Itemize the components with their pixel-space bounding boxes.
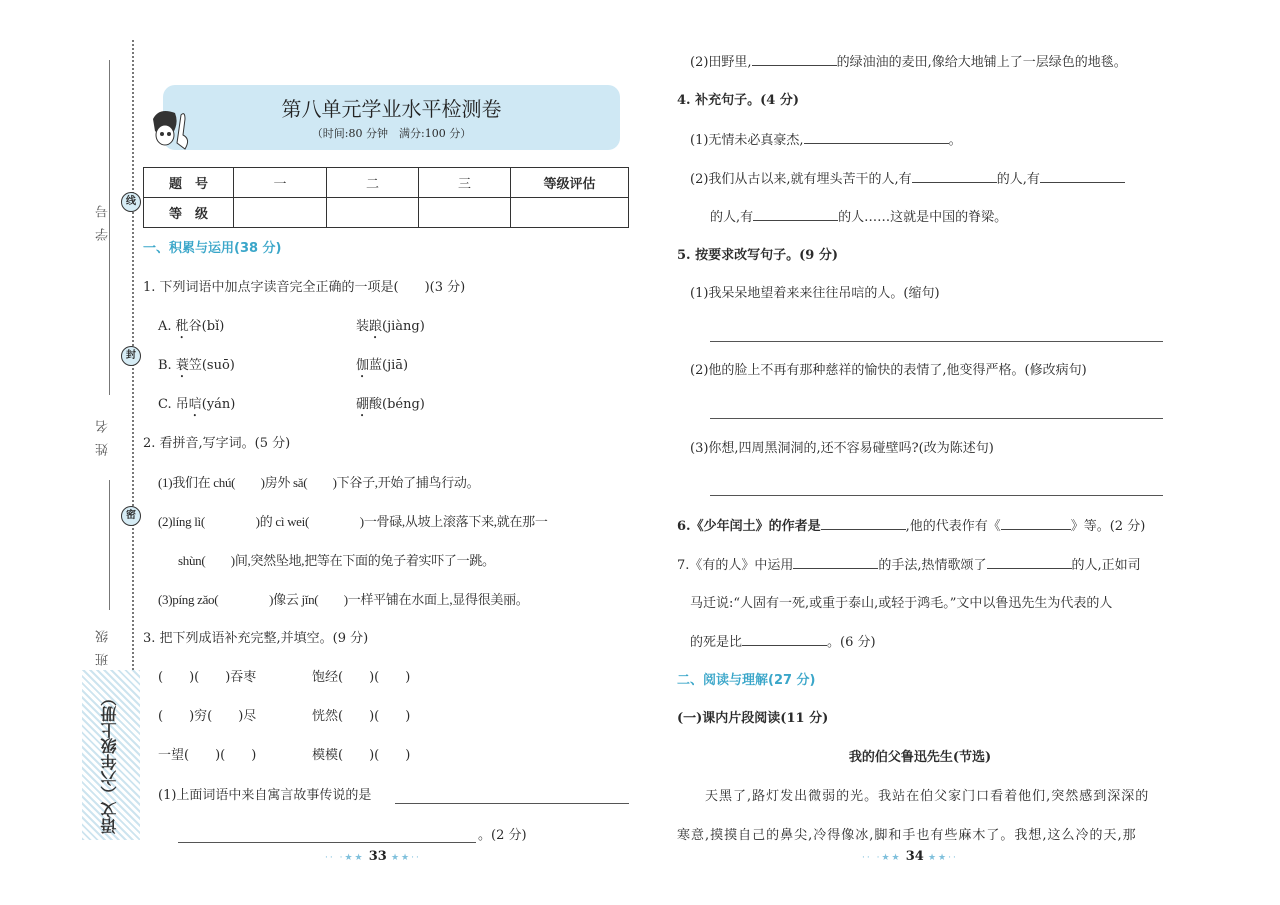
- q7-line-1: 7.《有的人》中运用 的手法,热情歌颂了 的人,正如司: [677, 555, 1141, 575]
- name-rule: [109, 250, 110, 395]
- q1-option-a2: 装踉(jiàng): [356, 319, 425, 334]
- header-cell: 二: [327, 168, 419, 198]
- blank[interactable]: [821, 516, 906, 530]
- section-2-heading: 二、阅读与理解(27 分): [677, 673, 816, 688]
- blank[interactable]: [1040, 169, 1125, 183]
- q7-line-3: 的死是比 。(6 分): [690, 632, 876, 652]
- grade-cell[interactable]: [234, 198, 327, 228]
- part-1-heading: (一)课内片段阅读(11 分): [677, 711, 829, 726]
- idiom-5: 一望( )( ): [158, 748, 257, 763]
- q6: 6.《少年闰土》的作者是 ,他的代表作有《 》等。(2 分): [677, 516, 1145, 536]
- answer-line[interactable]: [395, 803, 629, 804]
- answer-line[interactable]: [710, 341, 1163, 342]
- q3-sub-1: (1)上面词语中来自寓言故事传说的是: [158, 788, 372, 803]
- q1-option-b2: 伽蓝(jiā): [356, 358, 409, 373]
- q4-sub-2-cont: 的人,有 的人……这就是中国的脊梁。: [710, 207, 1007, 227]
- q5-stem: 5. 按要求改写句子。(9 分): [677, 248, 838, 263]
- blank[interactable]: [742, 632, 827, 646]
- seal-mi: 密: [121, 506, 141, 526]
- header-cell: 三: [419, 168, 511, 198]
- header-cell: 一: [234, 168, 327, 198]
- blank[interactable]: [987, 555, 1072, 569]
- mascot-icon: [145, 105, 195, 155]
- blank[interactable]: [1001, 516, 1071, 530]
- idiom-2: 饱经( )( ): [312, 670, 411, 685]
- seal-line: 线: [121, 192, 141, 212]
- q1-stem: 1. 下列词语中加点字读音完全正确的一项是( )(3 分): [143, 280, 466, 295]
- blank[interactable]: [804, 130, 949, 144]
- spine-label: 语文（六年级上册）: [82, 670, 140, 840]
- exam-info: （时间:80 分钟 满分:100 分）: [311, 127, 472, 140]
- q4-stem: 4. 补充句子。(4 分): [677, 93, 799, 108]
- section-1-heading: 一、积累与运用(38 分): [143, 241, 282, 256]
- seal-feng: 封: [121, 346, 141, 366]
- q2-stem: 2. 看拼音,写字词。(5 分): [143, 436, 291, 451]
- title-banner: [163, 85, 620, 150]
- idiom-3: ( )穷( )尽: [158, 709, 257, 724]
- header-cell: 等级评估: [511, 168, 629, 198]
- q1-option-b1: B. 蓑笠(suō): [158, 358, 235, 373]
- idiom-1: ( )( )吞枣: [158, 670, 257, 685]
- blank[interactable]: [793, 555, 878, 569]
- q5-sub-2: (2)他的脸上不再有那种慈祥的愉快的表情了,他变得严格。(修改病句): [690, 363, 1087, 378]
- q2-line-3: shùn( )间,突然坠地,把等在下面的兔子着实吓了一跳。: [178, 553, 495, 568]
- grade-label: 等 级: [144, 198, 234, 228]
- score-table: [143, 167, 629, 228]
- q1-option-c2: 硼酸(béng): [356, 397, 425, 412]
- q3-sub-1-end: 。(2 分): [478, 828, 527, 843]
- grade-cell[interactable]: [511, 198, 629, 228]
- blank[interactable]: [753, 207, 838, 221]
- page-number-left: ·· ·★★ 33 ★★··: [325, 849, 421, 864]
- page-title: 第八单元学业水平检测卷: [281, 97, 502, 121]
- q4-sub-2: (2)我们从古以来,就有埋头苦干的人,有 的人,有: [690, 169, 1125, 189]
- grade-cell[interactable]: [327, 198, 419, 228]
- q2-line-4: (3)píng zǎo( )像云 jǐn( )一样平铺在水面上,显得很美丽。: [158, 592, 529, 607]
- answer-line[interactable]: [178, 842, 476, 843]
- header-cell: 题 号: [144, 168, 234, 198]
- idiom-4: 恍然( )( ): [312, 709, 411, 724]
- q2-line-1: (1)我们在 chú( )房外 sǎ( )下谷子,开始了捕鸟行动。: [158, 475, 480, 490]
- q1-option-c1: C. 吊唁(yán): [158, 397, 236, 412]
- passage-line-1: 天黑了,路灯发出微弱的光。我站在伯父家门口看着他们,突然感到深深的: [677, 789, 1150, 804]
- q3-stem: 3. 把下列成语补充完整,并填空。(9 分): [143, 631, 369, 646]
- grade-cell[interactable]: [419, 198, 511, 228]
- idiom-6: 模模( )( ): [312, 748, 411, 763]
- passage-line-2: 寒意,摸摸自己的鼻尖,冷得像冰,脚和手也有些麻木了。我想,这么冷的天,那: [677, 828, 1137, 843]
- name-label: 姓名: [96, 410, 111, 456]
- q1-option-a1: A. 秕谷(bǐ): [158, 319, 225, 334]
- q3-sub-2: (2)田野里, 的绿油油的麦田,像给大地铺上了一层绿色的地毯。: [690, 52, 1127, 72]
- blank[interactable]: [912, 169, 997, 183]
- student-id-label: 学号: [96, 195, 111, 241]
- q7-line-2: 马迁说:“人固有一死,或重于泰山,或轻于鸿毛。”文中以鲁迅先生为代表的人: [690, 596, 1113, 611]
- blank[interactable]: [752, 52, 837, 66]
- answer-line[interactable]: [710, 495, 1163, 496]
- page-number-right: ·· ·★★ 34 ★★··: [862, 849, 958, 864]
- passage-title: 我的伯父鲁迅先生(节选): [848, 750, 992, 765]
- q5-sub-3: (3)你想,四周黑洞洞的,还不容易碰壁吗?(改为陈述句): [690, 441, 994, 456]
- answer-line[interactable]: [710, 418, 1163, 419]
- q4-sub-1: (1)无情未必真豪杰, 。: [690, 130, 962, 150]
- class-rule: [109, 480, 110, 610]
- q2-line-2: (2)líng lì( )的 cì wei( )一骨碌,从坡上滚落下来,就在那一: [158, 514, 548, 529]
- q5-sub-1: (1)我呆呆地望着来来往往吊唁的人。(缩句): [690, 286, 940, 301]
- class-label: 班级: [96, 620, 111, 666]
